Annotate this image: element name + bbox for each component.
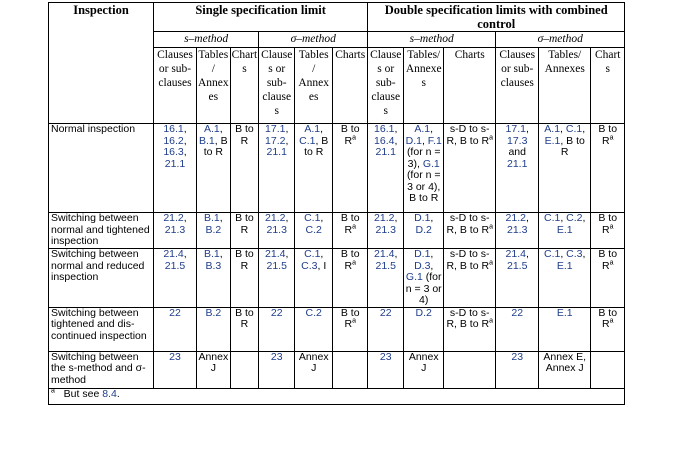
- clause-link[interactable]: 22: [379, 307, 392, 319]
- table-cell: B to $R^a$: [591, 307, 625, 351]
- clause-link[interactable]: 16.4: [374, 134, 395, 147]
- table-cell: [259, 351, 295, 388]
- col-header: Clause s or sub-clause s: [368, 48, 404, 124]
- clause-link[interactable]: D.1: [414, 248, 431, 260]
- table-cell: B to $R^a$: [333, 249, 368, 308]
- footnote-ref-mark: a: [352, 134, 356, 141]
- col-header: Charts: [333, 48, 368, 124]
- col-header: Tables / Annex es: [197, 48, 231, 124]
- footnote-ref-mark: a: [489, 134, 493, 141]
- clause-link[interactable]: B.1: [203, 248, 220, 260]
- row-label: Switching between normal and reduced inspection: [49, 249, 154, 308]
- clause-link[interactable]: 21.3: [507, 223, 528, 236]
- table-cell: [539, 307, 591, 351]
- table-cell: A.1, D.1, F.1 (for n = 3), G.1 (for n = 3 or 4), B to R: [404, 124, 444, 213]
- footnote-mark: a: [51, 388, 55, 394]
- footnote-ref-mark: a: [609, 134, 614, 141]
- clause-link[interactable]: 16.1: [163, 123, 184, 135]
- clause-link[interactable]: 16.2: [163, 134, 184, 147]
- footnote-ref-mark: a: [352, 223, 356, 230]
- table-cell: B to R: [230, 124, 259, 213]
- clause-link[interactable]: C.1: [565, 123, 583, 135]
- clause-link[interactable]: B.2: [205, 307, 222, 319]
- table-cell: Annex E, Annex J: [539, 351, 591, 388]
- clause-link[interactable]: 21.3: [375, 223, 396, 236]
- table-cell: D.1, D.3, G.1 (for n = 3 or 4): [404, 249, 444, 308]
- clause-link[interactable]: 16.3: [163, 146, 184, 158]
- clause-link[interactable]: 21.3: [266, 223, 287, 236]
- clause-link[interactable]: E.1: [544, 134, 561, 147]
- footnote-text: But see: [63, 388, 100, 400]
- table-cell: D.1, D.2: [404, 213, 444, 249]
- clause-link[interactable]: 21.3: [164, 223, 186, 236]
- table-cell: 21.4, 21.5: [154, 249, 197, 308]
- clause-link[interactable]: B.2: [205, 223, 222, 236]
- clause-link[interactable]: 21.1: [507, 157, 528, 170]
- table-cell: [404, 307, 444, 351]
- footnote-ref-mark: a: [489, 317, 493, 325]
- clause-link[interactable]: 21.4: [505, 248, 526, 260]
- footnote-link[interactable]: 8.4: [102, 388, 117, 400]
- col-header: Chart s: [230, 48, 259, 124]
- table-cell: 21.4, 21.5: [368, 249, 404, 308]
- table-cell: [259, 307, 295, 351]
- clause-link[interactable]: 21.2: [163, 212, 184, 224]
- single-s-method-header: s–method: [154, 32, 259, 48]
- single-sigma-method-header: σ–method: [259, 32, 368, 48]
- clause-link[interactable]: B.3: [205, 259, 222, 272]
- clause-link[interactable]: 23: [379, 351, 392, 363]
- clause-link[interactable]: 21.4: [265, 248, 286, 260]
- clause-link[interactable]: G.1: [405, 271, 423, 283]
- table-row: [49, 124, 625, 213]
- clause-link[interactable]: 21.4: [374, 248, 395, 260]
- col-header: Tables/ Annexes: [539, 48, 591, 124]
- table-cell: [496, 351, 539, 388]
- clause-link[interactable]: D.3: [414, 259, 431, 272]
- table-cell: C.1, C.2, E.1: [539, 213, 591, 249]
- clause-link[interactable]: 21.2: [265, 212, 286, 224]
- table-cell: B to $R^a$: [333, 124, 368, 213]
- col-header: Clauses or sub-clauses: [496, 48, 539, 124]
- inspection-header: Inspection: [49, 3, 154, 124]
- footnote-ref-mark: a: [609, 223, 614, 230]
- clause-link[interactable]: C.1: [543, 248, 561, 260]
- clause-link[interactable]: 21.2: [505, 212, 526, 224]
- table-cell: B.1, B.2: [197, 213, 231, 249]
- clause-link[interactable]: E.1: [556, 307, 573, 319]
- table-cell: 21.2, 21.3: [368, 213, 404, 249]
- table-cell: C.1, C.3, I: [295, 249, 333, 308]
- table-cell: [295, 307, 333, 351]
- row-label: Normal inspection: [49, 124, 154, 213]
- footnote-row: [49, 388, 625, 404]
- table-cell: [154, 351, 197, 388]
- spec-table-container: [48, 2, 625, 405]
- table-row: [49, 249, 625, 308]
- clause-link[interactable]: G.1: [422, 157, 440, 170]
- table-cell: [230, 351, 259, 388]
- clause-link[interactable]: C.2: [305, 223, 322, 236]
- table-cell: 21.2, 21.3: [496, 213, 539, 249]
- table-cell: 16.1, 16.4, 21.1: [368, 124, 404, 213]
- clause-link[interactable]: 21.1: [164, 157, 186, 170]
- table-cell: [154, 307, 197, 351]
- table-row: [49, 351, 625, 388]
- clause-link[interactable]: C.2: [305, 307, 322, 319]
- table-cell: B to $R^a$: [333, 213, 368, 249]
- header-row-1: [49, 3, 625, 32]
- row-label: Switching between the s-method and σ-method: [49, 351, 154, 388]
- footnote-ref-mark: a: [609, 259, 614, 266]
- clause-link[interactable]: A.1: [304, 123, 321, 135]
- table-cell: [591, 351, 625, 388]
- clause-link[interactable]: 17.3: [507, 134, 528, 147]
- clause-link[interactable]: C.1: [304, 212, 321, 224]
- table-cell: [496, 307, 539, 351]
- clause-link[interactable]: 21.4: [163, 248, 184, 260]
- table-cell: 17.1, 17.3 and 21.1: [496, 124, 539, 213]
- table-cell: B.1, B.3: [197, 249, 231, 308]
- clause-link[interactable]: 21.5: [164, 259, 186, 272]
- table-row: [49, 307, 625, 351]
- clause-link[interactable]: 17.2: [265, 134, 286, 147]
- table-cell: [197, 307, 231, 351]
- table-cell: B to $R^a$: [591, 124, 625, 213]
- table-cell: 21.4, 21.5: [259, 249, 295, 308]
- table-cell: s-D to s-R, B to $R^a$: [444, 307, 496, 351]
- clause-link[interactable]: A.1: [544, 123, 561, 135]
- table-cell: [368, 351, 404, 388]
- table-cell: A.1, C.1, B to R: [295, 124, 333, 213]
- clause-link[interactable]: 21.5: [375, 259, 396, 272]
- clause-link[interactable]: E.1: [556, 259, 573, 272]
- footnote-cell: [49, 388, 625, 404]
- table-cell: s-D to s-R, B to $R^a$: [444, 124, 496, 213]
- table-cell: 16.1, 16.2, 16.3, 21.1: [154, 124, 197, 213]
- table-cell: 21.2, 21.3: [259, 213, 295, 249]
- table-cell: Annex J: [197, 351, 231, 388]
- clause-link[interactable]: C.1: [543, 212, 561, 224]
- clause-link[interactable]: A.1: [203, 123, 220, 135]
- table-cell: 21.4, 21.5: [496, 249, 539, 308]
- col-header: Tables / Annex es: [295, 48, 333, 124]
- clause-link[interactable]: D.2: [415, 307, 432, 319]
- clause-link[interactable]: 21.5: [266, 259, 287, 272]
- double-spec-header: Double specification limits with combined control: [368, 3, 625, 32]
- double-sigma-method-header: σ–method: [496, 32, 625, 48]
- footnote-ref-mark: a: [489, 223, 493, 230]
- row-label: Switching between tightened and dis-continued inspection: [49, 307, 154, 351]
- footnote-ref-mark: a: [609, 317, 614, 325]
- clause-link[interactable]: 16.1: [374, 123, 395, 135]
- col-header: Tables/ Annexe s: [404, 48, 444, 124]
- inspection-reference-table: [48, 2, 625, 405]
- clause-link[interactable]: 21.1: [375, 146, 396, 158]
- clause-link[interactable]: 22: [511, 307, 524, 319]
- table-cell: [368, 307, 404, 351]
- table-cell: A.1, C.1, E.1, B to R: [539, 124, 591, 213]
- clause-link[interactable]: 23: [169, 351, 181, 363]
- table-cell: 21.2, 21.3: [154, 213, 197, 249]
- clause-link[interactable]: 21.5: [507, 259, 528, 272]
- col-header: Clause s or sub-clause s: [259, 48, 295, 124]
- col-header: Chart s: [591, 48, 625, 124]
- clause-link[interactable]: 21.1: [266, 146, 287, 158]
- clause-link[interactable]: 22: [169, 307, 181, 319]
- double-s-method-header: s–method: [368, 32, 496, 48]
- footnote-ref-mark: a: [489, 259, 493, 266]
- col-header: Charts: [444, 48, 496, 124]
- table-cell: Annex J: [295, 351, 333, 388]
- clause-link[interactable]: 17.1: [505, 123, 526, 135]
- clause-link[interactable]: E.1: [556, 223, 573, 236]
- clause-link[interactable]: B.1: [199, 134, 215, 147]
- clause-link[interactable]: 23: [511, 351, 524, 363]
- table-row: [49, 213, 625, 249]
- table-cell: 17.1, 17.2, 21.1: [259, 124, 295, 213]
- row-label: Switching between normal and tightened inspection: [49, 213, 154, 249]
- table-cell: B to $R^a$: [591, 249, 625, 308]
- table-cell: s-D to s-R, B to $R^a$: [444, 213, 496, 249]
- clause-link[interactable]: A.1: [414, 123, 431, 135]
- table-cell: B to R: [230, 213, 259, 249]
- table-cell: A.1, B.1, B to R: [197, 124, 231, 213]
- single-spec-header: Single specification limit: [154, 3, 368, 32]
- table-cell: s-D to s-R, B to $R^a$: [444, 249, 496, 308]
- clause-link[interactable]: 17.1: [265, 123, 286, 135]
- clause-link[interactable]: 21.2: [374, 212, 395, 224]
- table-cell: C.1, C.2: [295, 213, 333, 249]
- clause-link[interactable]: F.1: [427, 134, 442, 147]
- table-cell: B to R: [230, 249, 259, 308]
- col-header: Clauses or sub-clauses: [154, 48, 197, 124]
- clause-link[interactable]: C.1: [304, 248, 321, 260]
- table-cell: B to $R^a$: [591, 213, 625, 249]
- clause-link[interactable]: 23: [270, 351, 283, 363]
- clause-link[interactable]: D.1: [414, 212, 431, 224]
- clause-link[interactable]: B.1: [203, 212, 220, 224]
- clause-link[interactable]: C.1: [299, 134, 316, 147]
- clause-link[interactable]: D.1: [405, 134, 422, 147]
- table-cell: C.1, C.3, E.1: [539, 249, 591, 308]
- clause-link[interactable]: D.2: [415, 223, 432, 236]
- clause-link[interactable]: 22: [270, 307, 283, 319]
- footnote-end: .: [116, 388, 120, 400]
- clause-link[interactable]: C.2: [566, 212, 583, 224]
- table-cell: B to R: [230, 307, 259, 351]
- footnote-ref-mark: a: [352, 317, 356, 325]
- clause-link[interactable]: C.3: [301, 259, 318, 272]
- clause-link[interactable]: C.3: [566, 248, 583, 260]
- table-cell: B to $R^a$: [333, 307, 368, 351]
- table-cell: [444, 351, 496, 388]
- table-cell: [333, 351, 368, 388]
- table-cell: Annex J: [404, 351, 444, 388]
- footnote-ref-mark: a: [352, 259, 356, 266]
